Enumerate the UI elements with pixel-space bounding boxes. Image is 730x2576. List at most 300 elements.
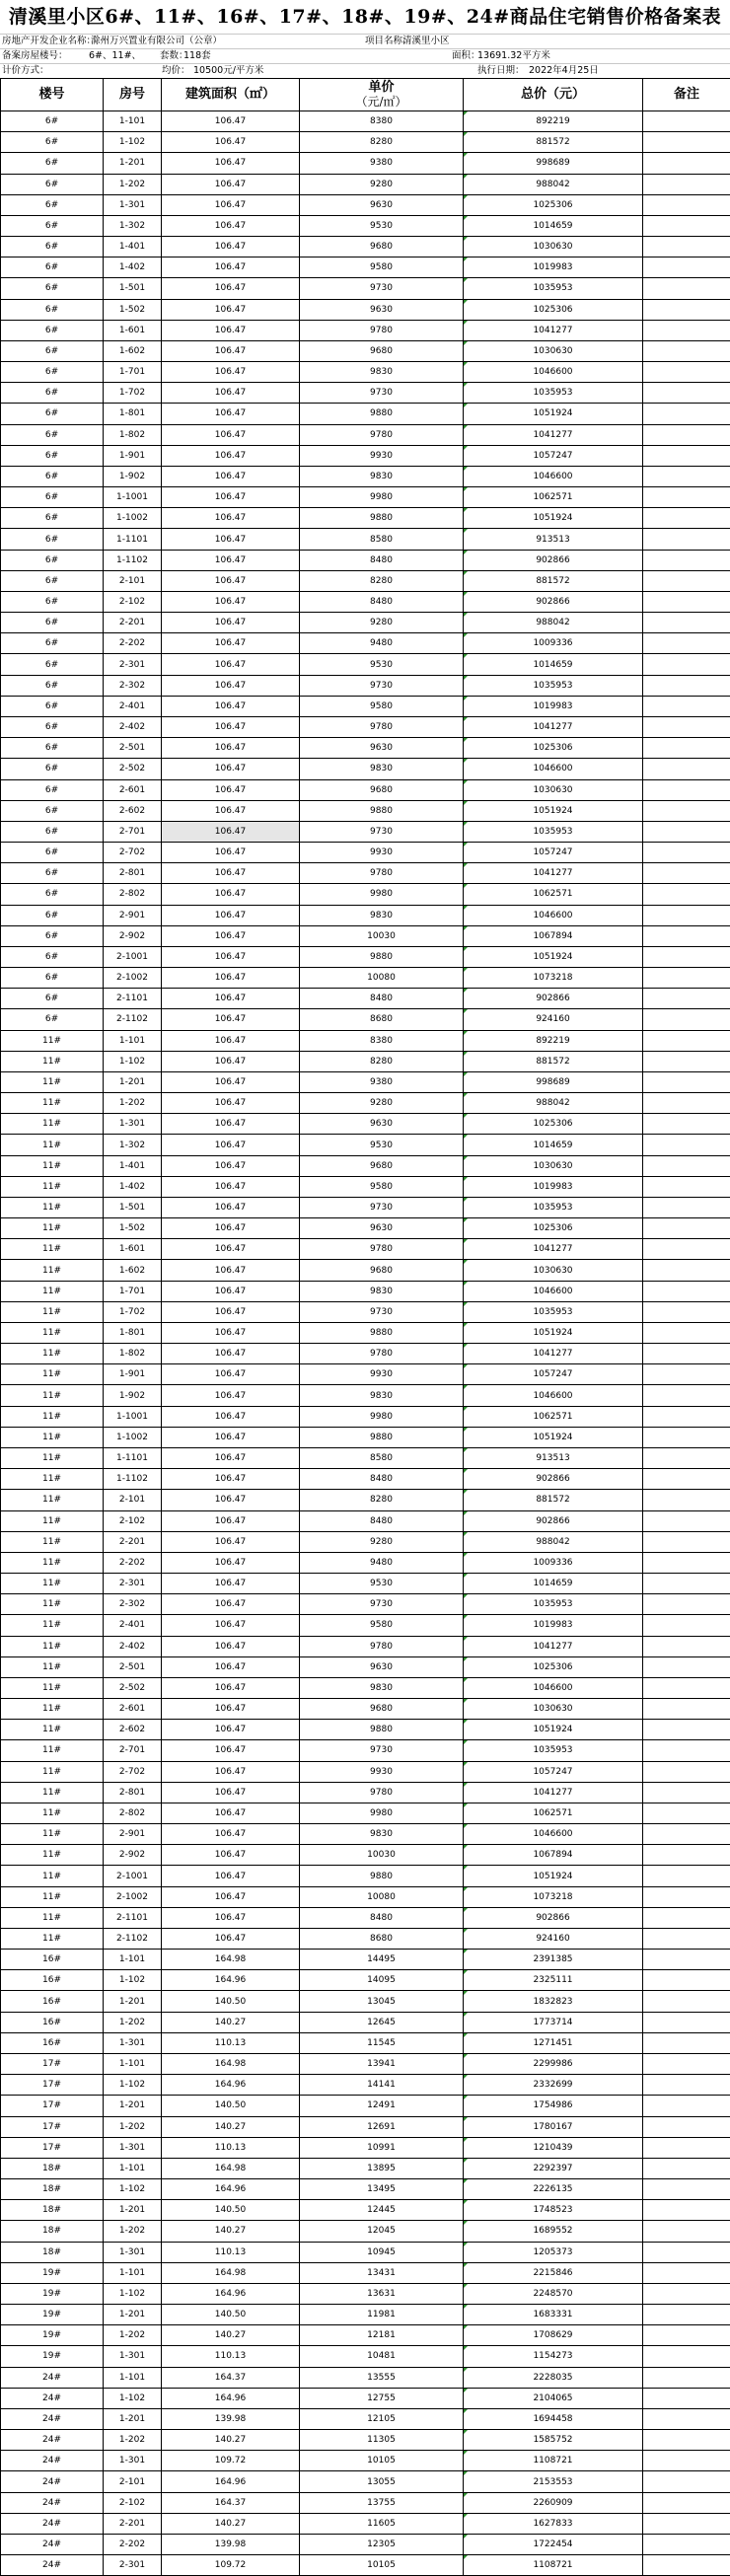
cell-price[interactable]: 10991 [300, 2137, 464, 2158]
cell-note[interactable] [643, 1155, 730, 1176]
cell-note[interactable] [643, 1594, 730, 1615]
cell-note[interactable] [643, 2451, 730, 2471]
cell-room[interactable]: 2-601 [104, 779, 162, 800]
cell-note[interactable] [643, 1699, 730, 1720]
cell-note[interactable] [643, 1886, 730, 1907]
cell-area[interactable]: 106.47 [162, 404, 300, 424]
cell-total[interactable]: 1754986 [464, 2096, 643, 2116]
cell-building[interactable]: 6# [1, 362, 104, 383]
cell-note[interactable] [643, 1469, 730, 1490]
cell-area[interactable]: 106.47 [162, 1281, 300, 1301]
cell-note[interactable] [643, 2242, 730, 2262]
cell-note[interactable] [643, 508, 730, 529]
cell-price[interactable]: 14495 [300, 1950, 464, 1970]
cell-price[interactable]: 9730 [300, 278, 464, 299]
cell-total[interactable]: 2325111 [464, 1970, 643, 1991]
cell-total[interactable]: 1041277 [464, 1344, 643, 1364]
cell-building[interactable]: 6# [1, 466, 104, 486]
cell-room[interactable]: 2-1102 [104, 1009, 162, 1030]
cell-price[interactable]: 9930 [300, 1761, 464, 1782]
cell-area[interactable]: 164.96 [162, 2471, 300, 2492]
cell-note[interactable] [643, 2075, 730, 2096]
cell-building[interactable]: 11# [1, 1114, 104, 1135]
cell-building[interactable]: 6# [1, 174, 104, 194]
cell-price[interactable]: 12305 [300, 2534, 464, 2554]
cell-building[interactable]: 11# [1, 1218, 104, 1239]
cell-note[interactable] [643, 2534, 730, 2554]
cell-building[interactable]: 6# [1, 613, 104, 633]
cell-area[interactable]: 106.47 [162, 153, 300, 174]
cell-total[interactable]: 1271451 [464, 2032, 643, 2053]
cell-room[interactable]: 2-101 [104, 570, 162, 591]
cell-room[interactable]: 2-1002 [104, 968, 162, 989]
cell-total[interactable]: 1025306 [464, 194, 643, 215]
cell-price[interactable]: 9830 [300, 759, 464, 779]
cell-area[interactable]: 106.47 [162, 1406, 300, 1427]
cell-area[interactable]: 106.47 [162, 863, 300, 884]
cell-area[interactable]: 106.47 [162, 843, 300, 863]
cell-total[interactable]: 1210439 [464, 2137, 643, 2158]
cell-area[interactable]: 106.47 [162, 675, 300, 696]
cell-price[interactable]: 9880 [300, 508, 464, 529]
cell-area[interactable]: 106.47 [162, 1761, 300, 1782]
cell-price[interactable]: 12645 [300, 2012, 464, 2032]
cell-total[interactable]: 988042 [464, 1093, 643, 1114]
cell-area[interactable]: 106.47 [162, 550, 300, 570]
cell-area[interactable]: 140.50 [162, 2096, 300, 2116]
cell-price[interactable]: 9830 [300, 362, 464, 383]
cell-note[interactable] [643, 2158, 730, 2178]
cell-price[interactable]: 9880 [300, 1427, 464, 1447]
cell-room[interactable]: 1-201 [104, 1991, 162, 2012]
cell-note[interactable] [643, 2283, 730, 2304]
cell-price[interactable]: 9280 [300, 174, 464, 194]
cell-building[interactable]: 11# [1, 1782, 104, 1803]
cell-area[interactable]: 106.47 [162, 1907, 300, 1928]
cell-price[interactable]: 9780 [300, 1239, 464, 1260]
cell-building[interactable]: 24# [1, 2534, 104, 2554]
cell-total[interactable]: 1009336 [464, 1552, 643, 1573]
cell-note[interactable] [643, 194, 730, 215]
cell-total[interactable]: 1057247 [464, 1761, 643, 1782]
cell-note[interactable] [643, 383, 730, 404]
cell-total[interactable]: 881572 [464, 1490, 643, 1510]
cell-area[interactable]: 106.47 [162, 445, 300, 466]
cell-area[interactable]: 106.47 [162, 738, 300, 759]
cell-area[interactable]: 164.96 [162, 2179, 300, 2200]
cell-price[interactable]: 9830 [300, 1824, 464, 1845]
cell-building[interactable]: 11# [1, 1531, 104, 1552]
cell-total[interactable]: 902866 [464, 1510, 643, 1531]
cell-building[interactable]: 6# [1, 968, 104, 989]
cell-area[interactable]: 106.47 [162, 1552, 300, 1573]
cell-area[interactable]: 164.37 [162, 2367, 300, 2388]
cell-total[interactable]: 1057247 [464, 1364, 643, 1385]
cell-note[interactable] [643, 738, 730, 759]
cell-building[interactable]: 24# [1, 2555, 104, 2576]
cell-note[interactable] [643, 800, 730, 821]
cell-area[interactable]: 106.47 [162, 1866, 300, 1886]
cell-note[interactable] [643, 1950, 730, 1970]
cell-room[interactable]: 2-102 [104, 1510, 162, 1531]
cell-total[interactable]: 1041277 [464, 424, 643, 445]
cell-building[interactable]: 24# [1, 2430, 104, 2451]
cell-building[interactable]: 18# [1, 2200, 104, 2221]
cell-price[interactable]: 9780 [300, 320, 464, 340]
cell-area[interactable]: 164.96 [162, 2283, 300, 2304]
cell-total[interactable]: 1057247 [464, 445, 643, 466]
cell-price[interactable]: 10105 [300, 2451, 464, 2471]
cell-room[interactable]: 1-802 [104, 424, 162, 445]
cell-building[interactable]: 24# [1, 2492, 104, 2513]
cell-total[interactable]: 1108721 [464, 2555, 643, 2576]
cell-total[interactable]: 1030630 [464, 340, 643, 361]
cell-total[interactable]: 924160 [464, 1928, 643, 1949]
cell-note[interactable] [643, 843, 730, 863]
cell-area[interactable]: 164.96 [162, 1970, 300, 1991]
cell-total[interactable]: 1062571 [464, 884, 643, 905]
cell-room[interactable]: 1-201 [104, 2096, 162, 2116]
cell-room[interactable]: 1-301 [104, 2346, 162, 2367]
cell-building[interactable]: 11# [1, 1656, 104, 1677]
cell-note[interactable] [643, 2305, 730, 2325]
cell-price[interactable]: 9780 [300, 1344, 464, 1364]
cell-room[interactable]: 1-701 [104, 362, 162, 383]
cell-note[interactable] [643, 1364, 730, 1385]
cell-note[interactable] [643, 1782, 730, 1803]
cell-area[interactable]: 106.47 [162, 779, 300, 800]
cell-note[interactable] [643, 1866, 730, 1886]
cell-note[interactable] [643, 1071, 730, 1092]
cell-price[interactable]: 9730 [300, 383, 464, 404]
cell-price[interactable]: 9680 [300, 779, 464, 800]
cell-room[interactable]: 1-1101 [104, 529, 162, 550]
cell-room[interactable]: 2-202 [104, 633, 162, 654]
cell-total[interactable]: 1708629 [464, 2325, 643, 2346]
cell-price[interactable]: 9880 [300, 404, 464, 424]
cell-note[interactable] [643, 968, 730, 989]
cell-building[interactable]: 6# [1, 884, 104, 905]
cell-room[interactable]: 2-202 [104, 1552, 162, 1573]
cell-area[interactable]: 164.96 [162, 2075, 300, 2096]
cell-total[interactable]: 1051924 [464, 1720, 643, 1740]
cell-note[interactable] [643, 2388, 730, 2408]
cell-price[interactable]: 9480 [300, 633, 464, 654]
cell-area[interactable]: 106.47 [162, 1636, 300, 1656]
cell-price[interactable]: 8380 [300, 1030, 464, 1051]
cell-note[interactable] [643, 1239, 730, 1260]
cell-room[interactable]: 1-602 [104, 340, 162, 361]
cell-building[interactable]: 19# [1, 2346, 104, 2367]
cell-building[interactable]: 6# [1, 633, 104, 654]
cell-total[interactable]: 924160 [464, 1009, 643, 1030]
cell-building[interactable]: 11# [1, 1866, 104, 1886]
cell-room[interactable]: 1-801 [104, 1322, 162, 1343]
cell-note[interactable] [643, 1574, 730, 1594]
cell-area[interactable]: 106.47 [162, 174, 300, 194]
cell-building[interactable]: 11# [1, 1155, 104, 1176]
cell-note[interactable] [643, 1928, 730, 1949]
cell-building[interactable]: 11# [1, 1176, 104, 1197]
cell-room[interactable]: 1-102 [104, 132, 162, 153]
cell-room[interactable]: 2-202 [104, 2534, 162, 2554]
cell-area[interactable]: 106.47 [162, 1594, 300, 1615]
cell-room[interactable]: 1-201 [104, 2305, 162, 2325]
cell-total[interactable]: 1046600 [464, 1824, 643, 1845]
cell-room[interactable]: 1-102 [104, 2283, 162, 2304]
cell-area[interactable]: 106.47 [162, 529, 300, 550]
cell-room[interactable]: 1-101 [104, 1030, 162, 1051]
cell-area[interactable]: 140.50 [162, 1991, 300, 2012]
cell-price[interactable]: 9630 [300, 1656, 464, 1677]
cell-room[interactable]: 1-301 [104, 2137, 162, 2158]
cell-total[interactable]: 1051924 [464, 1322, 643, 1343]
cell-note[interactable] [643, 905, 730, 925]
cell-total[interactable]: 1030630 [464, 779, 643, 800]
cell-price[interactable]: 9930 [300, 843, 464, 863]
cell-room[interactable]: 2-502 [104, 759, 162, 779]
cell-building[interactable]: 16# [1, 1991, 104, 2012]
cell-price[interactable]: 9680 [300, 340, 464, 361]
cell-note[interactable] [643, 1301, 730, 1322]
cell-total[interactable]: 913513 [464, 529, 643, 550]
cell-building[interactable]: 16# [1, 2012, 104, 2032]
cell-note[interactable] [643, 2179, 730, 2200]
cell-building[interactable]: 11# [1, 1135, 104, 1155]
cell-room[interactable]: 2-601 [104, 1699, 162, 1720]
cell-room[interactable]: 1-401 [104, 237, 162, 258]
cell-room[interactable]: 2-901 [104, 905, 162, 925]
cell-price[interactable]: 8280 [300, 1490, 464, 1510]
cell-building[interactable]: 17# [1, 2075, 104, 2096]
cell-room[interactable]: 2-1101 [104, 989, 162, 1009]
cell-note[interactable] [643, 716, 730, 737]
cell-total[interactable]: 1041277 [464, 1239, 643, 1260]
cell-room[interactable]: 2-301 [104, 654, 162, 675]
cell-note[interactable] [643, 1218, 730, 1239]
cell-area[interactable]: 140.27 [162, 2430, 300, 2451]
cell-room[interactable]: 1-801 [104, 404, 162, 424]
cell-total[interactable]: 1051924 [464, 508, 643, 529]
cell-total[interactable]: 1009336 [464, 633, 643, 654]
cell-room[interactable]: 1-602 [104, 1260, 162, 1281]
cell-area[interactable]: 106.47 [162, 1051, 300, 1071]
cell-price[interactable]: 9880 [300, 1322, 464, 1343]
cell-note[interactable] [643, 1197, 730, 1217]
cell-price[interactable]: 9680 [300, 237, 464, 258]
cell-room[interactable]: 2-101 [104, 2471, 162, 2492]
cell-total[interactable]: 1154273 [464, 2346, 643, 2367]
cell-area[interactable]: 106.47 [162, 1135, 300, 1155]
cell-total[interactable]: 1035953 [464, 821, 643, 842]
cell-room[interactable]: 1-301 [104, 2242, 162, 2262]
cell-total[interactable]: 1019983 [464, 258, 643, 278]
cell-price[interactable]: 8580 [300, 529, 464, 550]
cell-note[interactable] [643, 2200, 730, 2221]
cell-area[interactable]: 106.47 [162, 237, 300, 258]
cell-total[interactable]: 1030630 [464, 237, 643, 258]
cell-area[interactable]: 106.47 [162, 278, 300, 299]
cell-price[interactable]: 9880 [300, 946, 464, 967]
cell-note[interactable] [643, 946, 730, 967]
cell-area[interactable]: 164.98 [162, 2262, 300, 2283]
cell-total[interactable]: 1035953 [464, 1197, 643, 1217]
cell-note[interactable] [643, 529, 730, 550]
cell-price[interactable]: 8680 [300, 1928, 464, 1949]
cell-building[interactable]: 6# [1, 821, 104, 842]
cell-area[interactable]: 106.47 [162, 1510, 300, 1531]
cell-building[interactable]: 16# [1, 2032, 104, 2053]
cell-price[interactable]: 12445 [300, 2200, 464, 2221]
cell-total[interactable]: 1046600 [464, 759, 643, 779]
cell-building[interactable]: 11# [1, 1030, 104, 1051]
cell-building[interactable]: 17# [1, 2137, 104, 2158]
cell-note[interactable] [643, 1344, 730, 1364]
cell-building[interactable]: 11# [1, 1552, 104, 1573]
cell-total[interactable]: 1041277 [464, 1636, 643, 1656]
cell-total[interactable]: 1051924 [464, 404, 643, 424]
cell-building[interactable]: 11# [1, 1469, 104, 1490]
cell-total[interactable]: 1035953 [464, 675, 643, 696]
cell-price[interactable]: 8380 [300, 111, 464, 132]
cell-room[interactable]: 2-402 [104, 1636, 162, 1656]
cell-price[interactable]: 9280 [300, 1093, 464, 1114]
cell-room[interactable]: 2-701 [104, 1740, 162, 1761]
cell-note[interactable] [643, 466, 730, 486]
cell-building[interactable]: 6# [1, 404, 104, 424]
cell-note[interactable] [643, 613, 730, 633]
cell-room[interactable]: 2-201 [104, 613, 162, 633]
cell-note[interactable] [643, 1845, 730, 1866]
cell-area[interactable]: 106.47 [162, 1427, 300, 1447]
cell-building[interactable]: 11# [1, 1907, 104, 1928]
cell-room[interactable]: 2-401 [104, 1615, 162, 1636]
cell-total[interactable]: 1035953 [464, 383, 643, 404]
cell-building[interactable]: 6# [1, 487, 104, 508]
cell-note[interactable] [643, 1406, 730, 1427]
cell-note[interactable] [643, 1093, 730, 1114]
cell-area[interactable]: 106.47 [162, 591, 300, 612]
cell-total[interactable]: 1108721 [464, 2451, 643, 2471]
cell-note[interactable] [643, 633, 730, 654]
cell-building[interactable]: 17# [1, 2053, 104, 2074]
cell-price[interactable]: 12105 [300, 2408, 464, 2429]
cell-area[interactable]: 106.47 [162, 1803, 300, 1823]
cell-note[interactable] [643, 2053, 730, 2074]
cell-area[interactable]: 106.47 [162, 508, 300, 529]
cell-building[interactable]: 6# [1, 654, 104, 675]
cell-total[interactable]: 1035953 [464, 278, 643, 299]
cell-building[interactable]: 11# [1, 1301, 104, 1322]
cell-area[interactable]: 106.47 [162, 215, 300, 236]
cell-price[interactable]: 8480 [300, 989, 464, 1009]
cell-price[interactable]: 9780 [300, 1636, 464, 1656]
cell-price[interactable]: 9530 [300, 1135, 464, 1155]
cell-price[interactable]: 9780 [300, 424, 464, 445]
cell-note[interactable] [643, 1114, 730, 1135]
cell-total[interactable]: 1046600 [464, 466, 643, 486]
cell-room[interactable]: 2-102 [104, 2492, 162, 2513]
cell-price[interactable]: 8480 [300, 550, 464, 570]
cell-area[interactable]: 106.47 [162, 1574, 300, 1594]
cell-room[interactable]: 2-502 [104, 1677, 162, 1698]
cell-note[interactable] [643, 1761, 730, 1782]
cell-building[interactable]: 11# [1, 1928, 104, 1949]
cell-note[interactable] [643, 2096, 730, 2116]
cell-price[interactable]: 9730 [300, 821, 464, 842]
cell-building[interactable]: 6# [1, 258, 104, 278]
cell-room[interactable]: 2-1001 [104, 1866, 162, 1886]
cell-total[interactable]: 1051924 [464, 1427, 643, 1447]
cell-total[interactable]: 1025306 [464, 1218, 643, 1239]
cell-area[interactable]: 139.98 [162, 2534, 300, 2554]
cell-area[interactable]: 106.47 [162, 1886, 300, 1907]
cell-area[interactable]: 106.47 [162, 111, 300, 132]
cell-total[interactable]: 1030630 [464, 1260, 643, 1281]
cell-price[interactable]: 13431 [300, 2262, 464, 2283]
cell-price[interactable]: 9880 [300, 1720, 464, 1740]
cell-note[interactable] [643, 320, 730, 340]
cell-building[interactable]: 24# [1, 2388, 104, 2408]
cell-price[interactable]: 9730 [300, 675, 464, 696]
cell-note[interactable] [643, 1030, 730, 1051]
cell-area[interactable]: 140.27 [162, 2325, 300, 2346]
cell-note[interactable] [643, 2492, 730, 2513]
cell-total[interactable]: 881572 [464, 570, 643, 591]
cell-area[interactable]: 164.98 [162, 2053, 300, 2074]
cell-area[interactable]: 106.47 [162, 1009, 300, 1030]
cell-room[interactable]: 1-302 [104, 1135, 162, 1155]
cell-building[interactable]: 11# [1, 1322, 104, 1343]
cell-price[interactable]: 13895 [300, 2158, 464, 2178]
cell-price[interactable]: 9380 [300, 153, 464, 174]
cell-room[interactable]: 1-501 [104, 1197, 162, 1217]
cell-area[interactable]: 140.50 [162, 2200, 300, 2221]
cell-area[interactable]: 106.47 [162, 1385, 300, 1406]
cell-price[interactable]: 8480 [300, 591, 464, 612]
cell-total[interactable]: 1073218 [464, 968, 643, 989]
cell-total[interactable]: 2292397 [464, 2158, 643, 2178]
cell-note[interactable] [643, 362, 730, 383]
cell-total[interactable]: 1019983 [464, 1615, 643, 1636]
cell-room[interactable]: 1-402 [104, 1176, 162, 1197]
cell-room[interactable]: 2-702 [104, 1761, 162, 1782]
cell-building[interactable]: 11# [1, 1071, 104, 1092]
cell-note[interactable] [643, 2346, 730, 2367]
cell-note[interactable] [643, 1636, 730, 1656]
cell-total[interactable]: 1062571 [464, 487, 643, 508]
cell-price[interactable]: 9830 [300, 905, 464, 925]
cell-building[interactable]: 6# [1, 989, 104, 1009]
cell-total[interactable]: 1019983 [464, 696, 643, 716]
cell-note[interactable] [643, 1615, 730, 1636]
cell-room[interactable]: 1-101 [104, 2158, 162, 2178]
cell-total[interactable]: 2215846 [464, 2262, 643, 2283]
cell-building[interactable]: 11# [1, 1093, 104, 1114]
cell-area[interactable]: 106.47 [162, 696, 300, 716]
cell-price[interactable]: 9680 [300, 1699, 464, 1720]
cell-note[interactable] [643, 2262, 730, 2283]
cell-total[interactable]: 2260909 [464, 2492, 643, 2513]
cell-area[interactable]: 106.47 [162, 466, 300, 486]
cell-total[interactable]: 1062571 [464, 1406, 643, 1427]
cell-building[interactable]: 6# [1, 111, 104, 132]
cell-price[interactable]: 9380 [300, 1071, 464, 1092]
cell-total[interactable]: 1062571 [464, 1803, 643, 1823]
cell-price[interactable]: 10030 [300, 1845, 464, 1866]
cell-note[interactable] [643, 654, 730, 675]
cell-price[interactable]: 12181 [300, 2325, 464, 2346]
